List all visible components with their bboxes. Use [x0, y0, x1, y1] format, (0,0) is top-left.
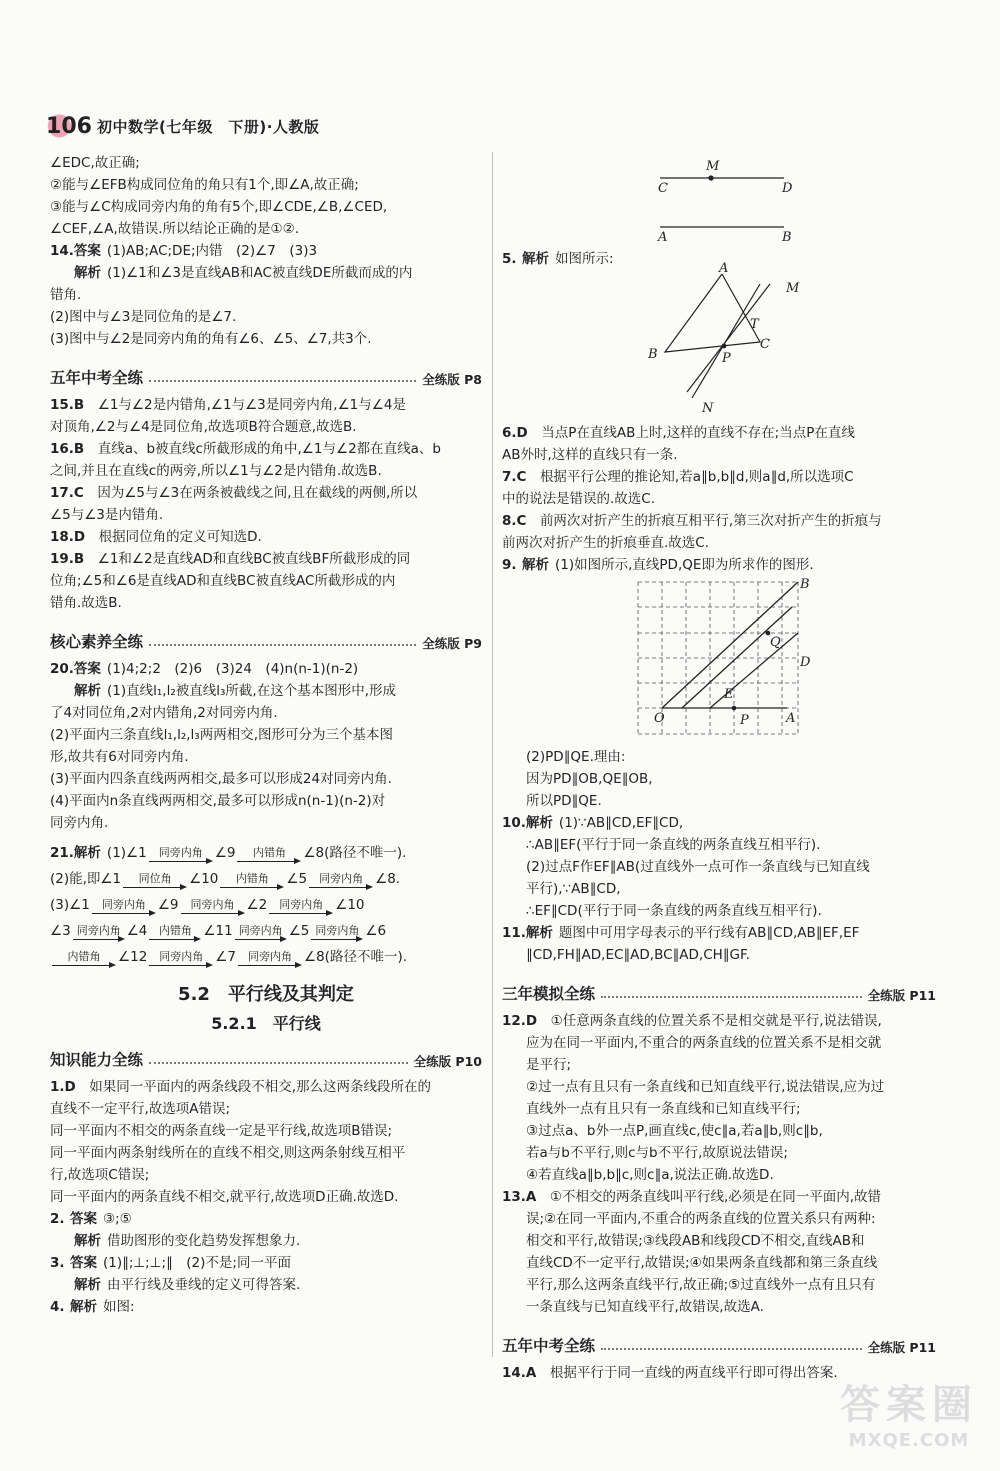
text-line: 平行,那么这两条直线平行,故正确;⑤过直线外一点有且只有 [526, 1277, 876, 1293]
text-line: (3)图中与∠2是同旁内角的角有∠6、∠5、∠7,共3个. [50, 331, 372, 347]
arrow: 同旁内角 [309, 873, 373, 892]
label-b: B [800, 577, 810, 592]
k3-answer: 3. 答案 (1)∥;⊥;⊥;∥ (2)不是;同一平面 [50, 1255, 291, 1271]
text-line: 是平行; [526, 1057, 572, 1073]
label-e: E [724, 687, 734, 702]
column-divider [492, 152, 493, 1357]
text-line: ③能与∠C构成同旁内角的角有5个,即∠CDE,∠B,∠CED, [50, 199, 388, 215]
q11-analysis: 11.解析 题图中可用字母表示的平行线有AB∥CD,AB∥EF,EF [502, 925, 860, 941]
q6: 6.D 当点P在直线AB上时,这样的直线不存在;当点P在直线 [502, 425, 855, 441]
label-a: A [719, 261, 729, 276]
text-line: ∠EDC,故正确; [50, 155, 140, 171]
arrow: 内错角 [220, 873, 284, 892]
text-line: 错角. [50, 287, 82, 303]
section-heading: 知识能力全练 全练版 P10 [50, 1051, 482, 1069]
arrow: 同旁内角 [238, 951, 302, 970]
text-line: 相交和平行,故错误;③线段AB和线段CD不相交,直线AB和 [526, 1233, 865, 1249]
arrow: 内错角 [149, 925, 201, 944]
text-line: 误;②在同一平面内,不重合的两条直线的位置关系只有两种: [526, 1211, 876, 1227]
k4-analysis: 4. 解析 如图: [50, 1299, 135, 1315]
text-line: 直线不一定平行,故选项A错误; [50, 1101, 231, 1117]
label-b: B [782, 230, 792, 245]
arrow: 同旁内角 [269, 899, 333, 918]
arrow: 同旁内角 [149, 847, 213, 866]
text-line: 同一平面内不相交的两条直线一定是平行线,故选项B错误; [50, 1123, 393, 1139]
page-header [45, 112, 319, 140]
q20-analysis: 解析 (1)直线l₁,l₂被直线l₃所截,在这个基本图形中,形成 [74, 683, 396, 699]
q21-path-1: 21.解析 (1)∠1 同旁内角 ∠9 内错角 ∠8(路径不唯一). [50, 840, 482, 866]
text-line: ∠CEF,∠A,故错误.所以结论正确的是①②. [50, 221, 300, 237]
label-a: A [658, 230, 668, 245]
text-line: ③过点a、b外一点P,画直线c,使c∥a,若a∥b,则c∥b, [526, 1123, 823, 1139]
label-a: A [786, 711, 796, 726]
label-c: C [658, 181, 668, 196]
label-m: M [786, 281, 800, 296]
section-heading: 三年模拟全练 全练版 P11 [502, 985, 936, 1003]
book-title: 初中数学(七年级 下册)·人教版 [97, 117, 320, 136]
q18: 18.D 根据同位角的定义可知选D. [50, 529, 262, 545]
text-line: 一条直线与已知直线平行,故错误,故选A. [526, 1299, 764, 1315]
k1: 1.D 如果同一平面内的两条线段不相交,那么这两条线段所在的 [50, 1079, 432, 1095]
label-o: O [654, 711, 665, 726]
text-line: 同旁内角. [50, 815, 109, 831]
text-line: 平行),∵AB∥CD, [526, 881, 621, 897]
label-q: Q [770, 635, 781, 650]
label-n: N [702, 401, 714, 416]
text-line: (2)图中与∠3是同位角的是∠7. [50, 309, 237, 325]
chapter-heading: 5.2 平行线及其判定 [178, 984, 354, 1005]
q10-analysis: 10.解析 (1)∵AB∥CD,EF∥CD, [502, 815, 684, 831]
text-line: 前两次对折产生的折痕垂直.故选C. [502, 535, 710, 551]
q9-analysis: 9. 解析 (1)如图所示,直线PD,QE即为所求作的图形. [502, 557, 814, 573]
k2-answer: 2. 答案 ③;⑤ [50, 1211, 132, 1227]
figure-q4 [502, 152, 932, 244]
label-m: M [706, 159, 720, 174]
text-line: 应为在同一平面内,不重合的两条直线的位置关系不是相交就 [526, 1035, 882, 1051]
q14-right: 14.A 根据平行于同一直线的两直线平行即可得出答案. [502, 1365, 838, 1381]
text-line: 行,故选项C错误; [50, 1167, 150, 1183]
q15: 15.B ∠1与∠2是内错角,∠1与∠3是同旁内角,∠1与∠4是 [50, 397, 406, 413]
text-line: (4)平面内n条直线两两相交,最多可以形成n(n-1)(n-2)对 [50, 793, 386, 809]
point-p [722, 344, 727, 349]
text-line: 对顶角,∠2与∠4是同位角,故选项B符合题意,故选B. [50, 419, 357, 435]
arrow: 同旁内角 [149, 951, 213, 970]
text-line: 之间,并且在直线c的两旁,所以∠1与∠2是内错角.故选B. [50, 463, 382, 479]
text-line: ∴AB∥EF(平行于同一条直线的两条直线互相平行). [526, 837, 821, 853]
label-p: P [740, 713, 749, 728]
left-column [50, 152, 482, 1318]
q5-analysis: 5. 解析 如图所示: [502, 251, 614, 267]
k2-analysis: 解析 借助图形的变化趋势发挥想象力. [74, 1233, 301, 1249]
text-line: ∥CD,FH∥AD,EC∥AD,BC∥AD,CH∥GF. [526, 947, 750, 963]
k3-analysis: 解析 由平行线及垂线的定义可得答案. [74, 1277, 301, 1293]
q19: 19.B ∠1和∠2是直线AD和直线BC被直线BF所截形成的同 [50, 551, 411, 567]
text-line: (3)平面内四条直线两两相交,最多可以形成24对同旁内角. [50, 771, 392, 787]
text-line: 因为PD∥OB,QE∥OB, [526, 771, 653, 787]
label-b: B [648, 347, 658, 362]
arrow: 内错角 [52, 951, 116, 970]
label-t: T [750, 317, 759, 332]
text-line: ∴EF∥CD(平行于同一条直线的两条直线互相平行). [526, 903, 822, 919]
figure-q5 [502, 261, 932, 418]
text-line: (2)过点F作EF∥AB(过直线外一点可作一条直线与已知直线 [526, 859, 870, 875]
text-line: 了4对同位角,2对内错角,2对同旁内角. [50, 705, 278, 721]
text-line: 直线CD不一定平行,故错误;④如果两条直线都和第三条直线 [526, 1255, 878, 1271]
text-line: (2)平面内三条直线l₁,l₂,l₃两两相交,图形可分为三个基本图 [50, 727, 393, 743]
q16: 16.B 直线a、b被直线c所截形成的角中,∠1与∠2都在直线a、b [50, 441, 441, 457]
arrow: 同位角 [123, 873, 187, 892]
line-qe [682, 607, 792, 708]
text-line: 形,故共有6对同旁内角. [50, 749, 189, 765]
page-number: 106 [46, 113, 92, 139]
q14-answer: 14.答案 (1)AB;AC;DE;内错 (2)∠7 (3)3 [50, 243, 318, 259]
text-line: ②能与∠EFB构成同位角的角只有1个,即∠A,故正确; [50, 177, 359, 193]
q12: 12.D ①任意两条直线的位置关系不是相交就是平行,说法错误, [502, 1013, 882, 1029]
arrow: 同旁内角 [235, 925, 287, 944]
label-d: D [782, 181, 793, 196]
text-line: 直线外一点有且只有一条直线和已知直线平行; [526, 1101, 801, 1117]
arrow: 同旁内角 [181, 899, 245, 918]
section-heading: 五年中考全练 全练版 P11 [502, 1337, 936, 1355]
text-line: ②过一点有且只有一条直线和已知直线平行,说法错误,应为过 [526, 1079, 885, 1095]
watermark-url: MXQE.COM [848, 1430, 970, 1451]
text-line: 若a与b不平行,则c与b不平行,故原说法错误; [526, 1145, 788, 1161]
triangle-abc [665, 274, 760, 352]
arrow: 内错角 [237, 847, 301, 866]
q20-answer: 20.答案 (1)4;2;2 (2)6 (3)24 (4)n(n-1)(n-2) [50, 661, 359, 677]
watermark-text: 答案圈 [840, 1382, 978, 1428]
arrow: 同旁内角 [73, 925, 125, 944]
text-line: 中的说法是错误的.故选C. [502, 491, 656, 507]
label-p: P [722, 351, 731, 366]
text-line: ∠5与∠3是内错角. [50, 507, 164, 523]
section-heading: 核心素养全练 全练版 P9 [50, 633, 482, 651]
right-column [502, 152, 936, 1384]
q7: 7.C 根据平行公理的推论知,若a∥b,b∥d,则a∥d,所以选项C [502, 469, 854, 485]
text-line: 位角;∠5和∠6是直线AD和直线BC被直线AC所截形成的内 [50, 573, 396, 589]
q8: 8.C 前两次对折产生的折痕互相平行,第三次对折产生的折痕与 [502, 513, 882, 529]
q14-analysis: 解析 (1)∠1和∠3是直线AB和AC被直线DE所截而成的内 [74, 265, 413, 281]
q13: 13.A ①不相交的两条直线叫平行线,必须是在同一平面内,故错 [502, 1189, 882, 1205]
q21-path-3: (3)∠1 同旁内角 ∠9 同旁内角 ∠2 同旁内角 ∠10 [50, 892, 482, 918]
point-p [732, 706, 737, 711]
text-line: 错角.故选B. [50, 595, 122, 611]
arrow: 同旁内角 [92, 899, 156, 918]
text-line: ④若直线a∥b,b∥c,则c∥a,说法正确.故选D. [526, 1167, 774, 1183]
section-heading: 五年中考全练 全练版 P8 [50, 369, 482, 387]
label-c: C [760, 337, 770, 352]
q21-path-3c: 内错角 ∠12 同旁内角 ∠7 同旁内角 ∠8(路径不唯一). [50, 944, 482, 970]
text-line: AB外时,这样的直线只有一条. [502, 447, 678, 463]
arrow: 同旁内角 [311, 925, 363, 944]
text-line: (2)PD∥QE.理由: [526, 749, 626, 765]
figure-q9-grid [502, 576, 932, 742]
subsection-heading: 5.2.1 平行线 [211, 1014, 321, 1033]
watermark [840, 1373, 978, 1451]
text-line: 所以PD∥QE. [526, 793, 602, 809]
point-m [708, 175, 713, 180]
text-line: 同一平面内的两条直线不相交,就平行,故选项D正确.故选D. [50, 1189, 399, 1205]
text-line: 同一平面内两条射线所在的直线不相交,则这两条射线互相平 [50, 1145, 406, 1161]
q21-path-2: (2)能,即∠1 同位角 ∠10 内错角 ∠5 同旁内角 ∠8. [50, 866, 482, 892]
q17: 17.C 因为∠5与∠3在两条被截线之间,且在截线的两侧,所以 [50, 485, 418, 501]
label-d: D [800, 655, 811, 670]
q21-path-3b: ∠3 同旁内角 ∠4 内错角 ∠11 同旁内角 ∠5 同旁内角 ∠6 [50, 918, 482, 944]
